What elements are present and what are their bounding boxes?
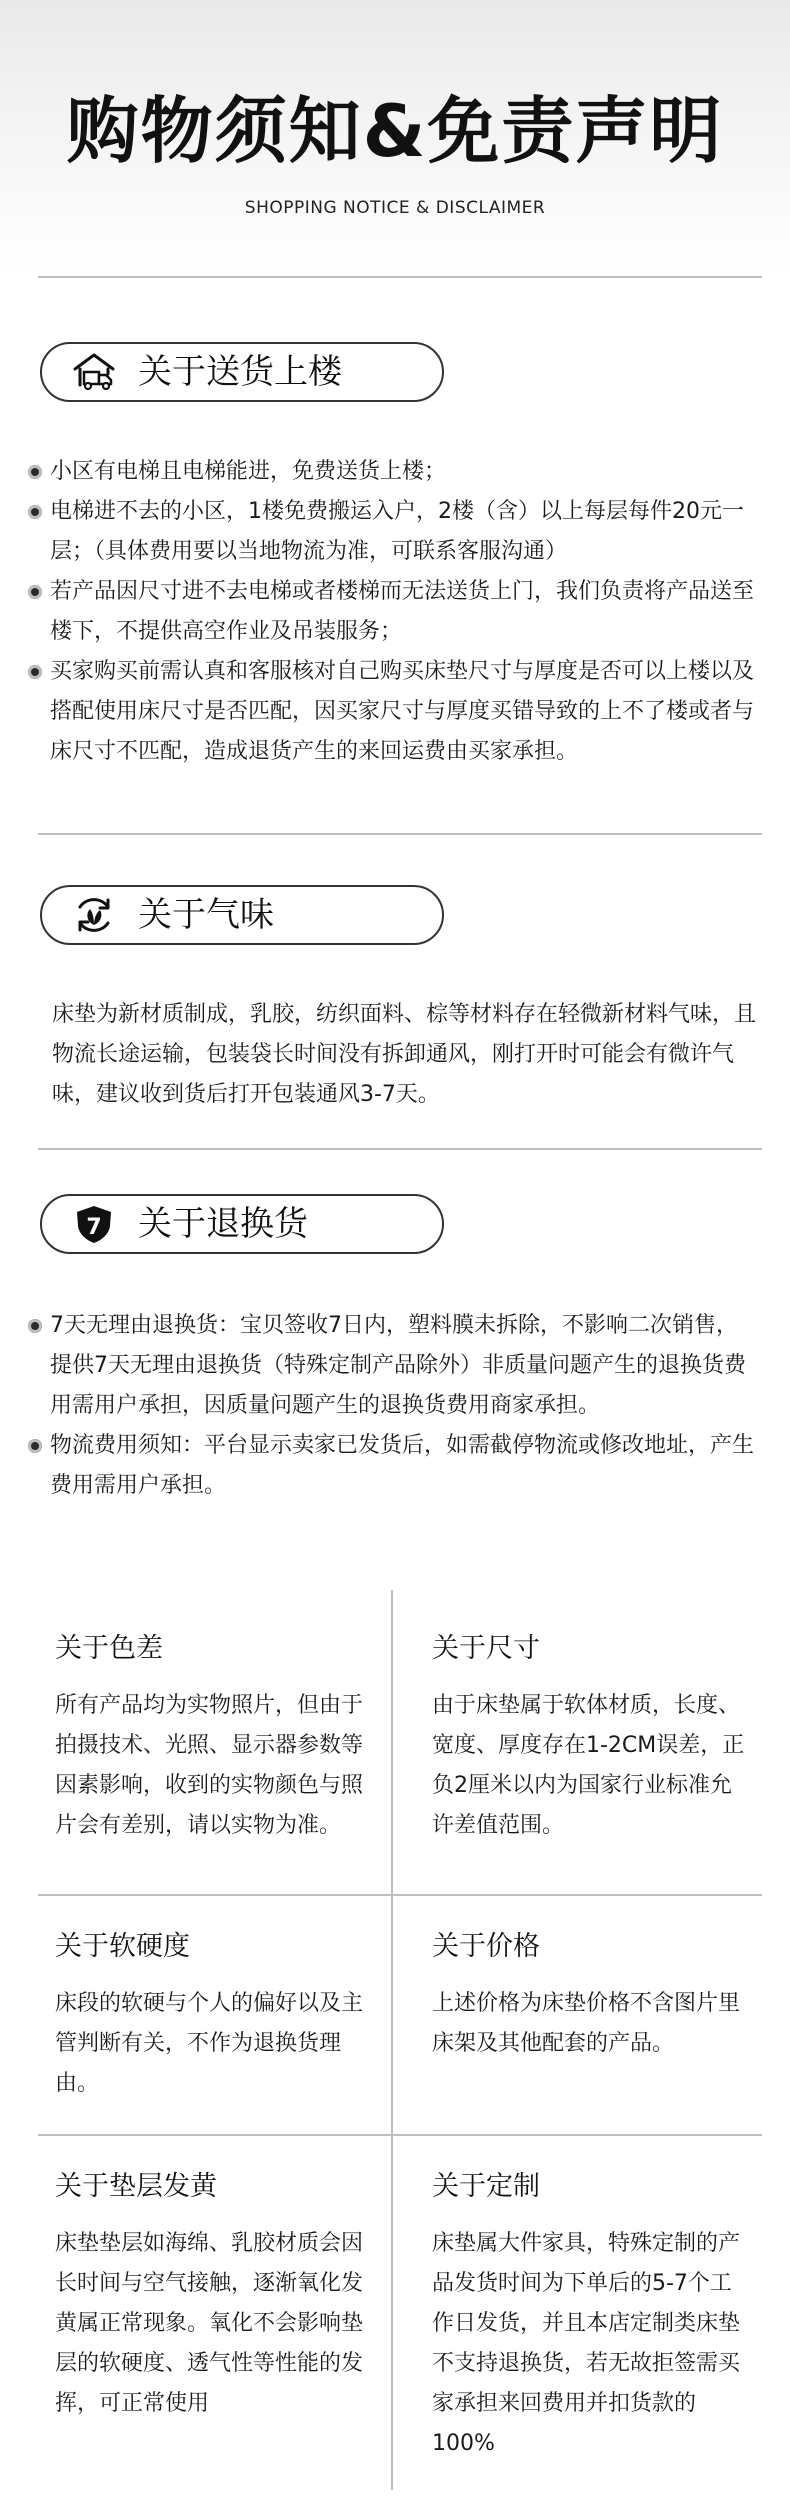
grid-horizontal-divider bbox=[38, 2134, 762, 2136]
delivery-truck-house-icon bbox=[72, 352, 116, 392]
cell-body: 床垫属大件家具，特殊定制的产品发货时间为下单后的5-7个工作日发货，并且本店定制类床垫不支持退换货，若无故拒签需买家承担来回费用并扣货款的100% bbox=[432, 2231, 741, 2456]
section-heading-label: 关于退换货 bbox=[138, 1204, 308, 1244]
cell-title: 关于垫层发黄 bbox=[55, 2171, 217, 2202]
cell-title: 关于定制 bbox=[432, 2171, 540, 2202]
grid-vertical-divider bbox=[391, 1590, 393, 2490]
bullet-dot-icon bbox=[28, 665, 42, 679]
info-cell-size bbox=[432, 1632, 752, 1846]
cell-body: 由于床垫属于软体材质，长度、宽度、厚度存在1-2CM误差，正负2厘米以内为国家行业标准允许差值范围。 bbox=[432, 1693, 745, 1838]
cell-title: 关于软硬度 bbox=[55, 1931, 190, 1962]
odor-text: 床垫为新材质制成，乳胶，纺织面料、棕等材料存在轻微新材料气味，且物流长途运输，包装袋长时间没有拆卸通风，刚打开时可能会有微许气味，建议收到货后打开包装通风3-7天。 bbox=[52, 1002, 757, 1107]
bullet-dot-icon bbox=[28, 585, 42, 599]
list-item: 买家购买前需认真和客服核对自己购买床垫尺寸与厚度是否可以上楼以及搭配使用床尺寸是否匹配，因买家尺寸与厚度买错导致的上不了楼或者与床尺寸不匹配，造成退货产生的来回运费由买家承担。 bbox=[28, 652, 758, 772]
divider bbox=[38, 1148, 762, 1150]
shield-badge-number: 7 bbox=[86, 1215, 102, 1240]
header-banner bbox=[0, 0, 790, 275]
cell-title: 关于尺寸 bbox=[432, 1633, 540, 1664]
info-cell-custom bbox=[432, 2170, 752, 2464]
cell-body: 床段的软硬与个人的偏好以及主管判断有关，不作为退换货理由。 bbox=[55, 1991, 364, 2096]
list-item: 7天无理由退换货：宝贝签收7日内，塑料膜未拆除，不影响二次销售，提供7天无理由退换货（特殊定制产品除外）非质量问题产生的退换货费用需用户承担，因质量问题产生的退换货费用商家承担。 bbox=[28, 1306, 758, 1426]
info-grid bbox=[0, 1590, 790, 2505]
cell-body: 所有产品均为实物照片，但由于拍摄技术、光照、显示器参数等因素影响，收到的实物颜色与照片会有差别，请以实物为准。 bbox=[55, 1693, 364, 1838]
eco-leaf-cycle-icon bbox=[72, 895, 116, 935]
section-heading-label: 关于气味 bbox=[138, 895, 274, 935]
cell-body: 床垫垫层如海绵、乳胶材质会因长时间与空气接触，逐渐氧化发黄属正常现象。氧化不会影响垫层的软硬度、透气性等性能的发挥，可正常使用 bbox=[55, 2231, 364, 2416]
info-cell-yellowing bbox=[55, 2170, 375, 2424]
section-heading-odor bbox=[40, 885, 444, 945]
page-title: 购物须知&免责声明 bbox=[66, 89, 724, 173]
list-item: 物流费用须知：平台显示卖家已发货后，如需截停物流或修改地址，产生费用需用户承担。 bbox=[28, 1426, 758, 1506]
returns-list bbox=[28, 1306, 758, 1506]
bullet-dot-icon bbox=[28, 1319, 42, 1333]
list-item: 若产品因尺寸进不去电梯或者楼梯而无法送货上门，我们负责将产品送至楼下，不提供高空作业及吊装服务； bbox=[28, 572, 758, 652]
page-subtitle: SHOPPING NOTICE & DISCLAIMER bbox=[244, 198, 546, 218]
bullet-dot-icon bbox=[28, 1439, 42, 1453]
section-heading-label: 关于送货上楼 bbox=[138, 352, 342, 392]
info-cell-price bbox=[432, 1930, 752, 2064]
section-heading-returns bbox=[40, 1194, 444, 1254]
grid-horizontal-divider bbox=[38, 1894, 762, 1896]
cell-title: 关于色差 bbox=[55, 1633, 163, 1664]
info-cell-color bbox=[55, 1632, 375, 1846]
list-item: 电梯进不去的小区，1楼免费搬运入户，2楼（含）以上每层每件20元一层；（具体费用要以当地物流为准，可联系客服沟通） bbox=[28, 492, 758, 572]
info-cell-firmness bbox=[55, 1930, 375, 2104]
list-item: 小区有电梯且电梯能进，免费送货上楼； bbox=[28, 452, 758, 492]
section-heading-delivery bbox=[40, 342, 444, 402]
bullet-dot-icon bbox=[28, 465, 42, 479]
cell-title: 关于价格 bbox=[432, 1931, 540, 1962]
divider bbox=[38, 276, 762, 278]
shield-seven-icon bbox=[72, 1204, 116, 1244]
divider bbox=[38, 833, 762, 835]
bullet-dot-icon bbox=[28, 505, 42, 519]
delivery-list bbox=[28, 452, 758, 772]
cell-body: 上述价格为床垫价格不含图片里床架及其他配套的产品。 bbox=[432, 1991, 741, 2056]
